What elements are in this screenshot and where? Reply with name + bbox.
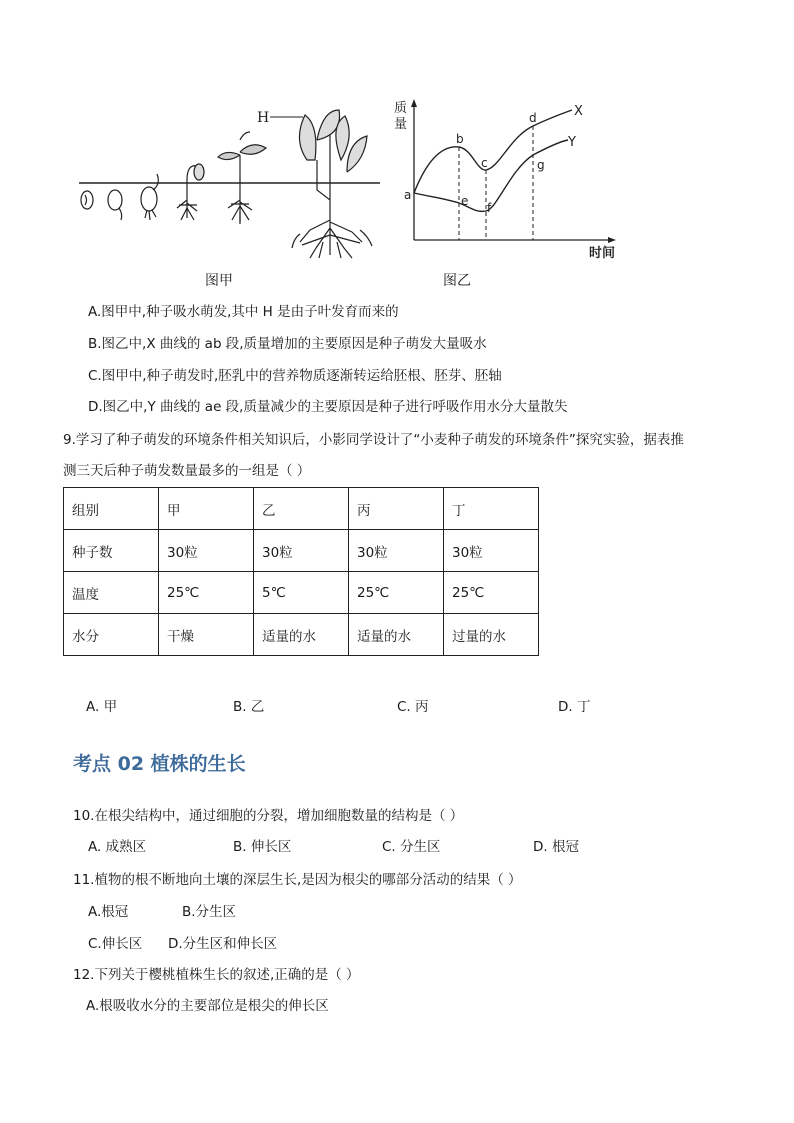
y-axis-arrow bbox=[411, 99, 417, 107]
q11-option-c: C.伸长区 bbox=[88, 936, 143, 952]
point-f: f bbox=[487, 201, 492, 215]
caption-jia: 图甲 bbox=[205, 273, 233, 289]
table-cell: 30粒 bbox=[349, 530, 444, 572]
label-H: H bbox=[257, 110, 270, 126]
y-axis-label-1: 质 bbox=[394, 101, 408, 116]
table-cell: 丙 bbox=[349, 488, 444, 530]
q8-option-b: B.图乙中,X 曲线的 ab 段,质量增加的主要原因是种子萌发大量吸水 bbox=[88, 336, 487, 352]
table-cell: 25℃ bbox=[349, 572, 444, 614]
point-g: g bbox=[537, 158, 545, 172]
point-d: d bbox=[529, 111, 537, 125]
q9-option-c: C. 丙 bbox=[397, 699, 429, 715]
figure-yi-chart bbox=[392, 95, 632, 265]
table-cell: 过量的水 bbox=[444, 614, 539, 656]
q10-option-d: D. 根冠 bbox=[533, 839, 579, 855]
q12-stem: 12.下列关于樱桃植株生长的叙述,正确的是（ ） bbox=[73, 967, 360, 983]
point-a: a bbox=[404, 188, 412, 202]
table-cell: 25℃ bbox=[444, 572, 539, 614]
q11-stem: 11.植物的根不断地向土壤的深层生长,是因为根尖的哪部分活动的结果（ ） bbox=[73, 872, 522, 888]
point-e: e bbox=[461, 194, 469, 208]
table-row bbox=[64, 530, 539, 572]
q10-option-a: A. 成熟区 bbox=[88, 839, 147, 855]
q8-option-d: D.图乙中,Y 曲线的 ae 段,质量减少的主要原因是种子进行呼吸作用水分大量散失 bbox=[88, 399, 568, 415]
q9-option-b: B. 乙 bbox=[233, 699, 265, 715]
caption-yi: 图乙 bbox=[443, 273, 471, 289]
table-cell: 30粒 bbox=[444, 530, 539, 572]
table-cell: 适量的水 bbox=[254, 614, 349, 656]
table-cell: 水分 bbox=[64, 614, 159, 656]
table-cell: 适量的水 bbox=[349, 614, 444, 656]
table-cell: 5℃ bbox=[254, 572, 349, 614]
figure-jia-illustration bbox=[75, 100, 385, 270]
seed-stage-1 bbox=[81, 191, 93, 209]
q9-option-d: D. 丁 bbox=[558, 699, 591, 715]
curve-y-label: Y bbox=[568, 135, 576, 150]
table-cell: 25℃ bbox=[159, 572, 254, 614]
curve-x bbox=[414, 110, 572, 193]
table-row bbox=[64, 614, 539, 656]
q12-option-a: A.根吸收水分的主要部位是根尖的伸长区 bbox=[86, 998, 329, 1014]
q10-stem: 10.在根尖结构中，通过细胞的分裂，增加细胞数量的结构是（ ） bbox=[73, 808, 464, 824]
table-row bbox=[64, 488, 539, 530]
point-b: b bbox=[456, 132, 464, 146]
table-cell: 乙 bbox=[254, 488, 349, 530]
y-axis-label-2: 量 bbox=[394, 117, 408, 132]
table-cell: 甲 bbox=[159, 488, 254, 530]
table-cell: 组别 bbox=[64, 488, 159, 530]
curve-x-label: X bbox=[574, 104, 583, 119]
seedling-stage-4 bbox=[177, 164, 204, 220]
q8-option-a: A.图甲中,种子吸水萌发,其中 H 是由子叶发育而来的 bbox=[88, 304, 399, 320]
q9-stem-line1: 9.学习了种子萌发的环境条件相关知识后，小影同学设计了“小麦种子萌发的环境条件”探究实验，据表推 bbox=[63, 432, 684, 448]
table-cell: 30粒 bbox=[254, 530, 349, 572]
table-cell: 30粒 bbox=[159, 530, 254, 572]
q11-option-b: B.分生区 bbox=[182, 904, 237, 920]
q9-option-a: A. 甲 bbox=[86, 699, 118, 715]
x-axis-arrow bbox=[608, 237, 616, 243]
q9-table bbox=[63, 487, 539, 656]
q11-option-a: A.根冠 bbox=[88, 904, 129, 920]
table-cell: 丁 bbox=[444, 488, 539, 530]
seed-stage-3 bbox=[141, 174, 158, 220]
table-cell: 干燥 bbox=[159, 614, 254, 656]
seed-stage-2 bbox=[108, 190, 122, 220]
q11-option-d: D.分生区和伸长区 bbox=[168, 936, 278, 952]
x-axis-label: 时间 bbox=[589, 246, 616, 261]
table-cell: 种子数 bbox=[64, 530, 159, 572]
q9-stem-line2: 测三天后种子萌发数量最多的一组是（ ） bbox=[63, 463, 311, 479]
q10-option-c: C. 分生区 bbox=[382, 839, 441, 855]
point-c: c bbox=[481, 156, 488, 170]
table-cell: 温度 bbox=[64, 572, 159, 614]
table-row bbox=[64, 572, 539, 614]
q10-option-b: B. 伸长区 bbox=[233, 839, 292, 855]
plant-stage-6 bbox=[292, 110, 372, 258]
section-title: 考点 02 植株的生长 bbox=[73, 753, 246, 775]
q8-option-c: C.图甲中,种子萌发时,胚乳中的营养物质逐渐转运给胚根、胚芽、胚轴 bbox=[88, 368, 502, 384]
seedling-stage-5 bbox=[218, 132, 266, 224]
